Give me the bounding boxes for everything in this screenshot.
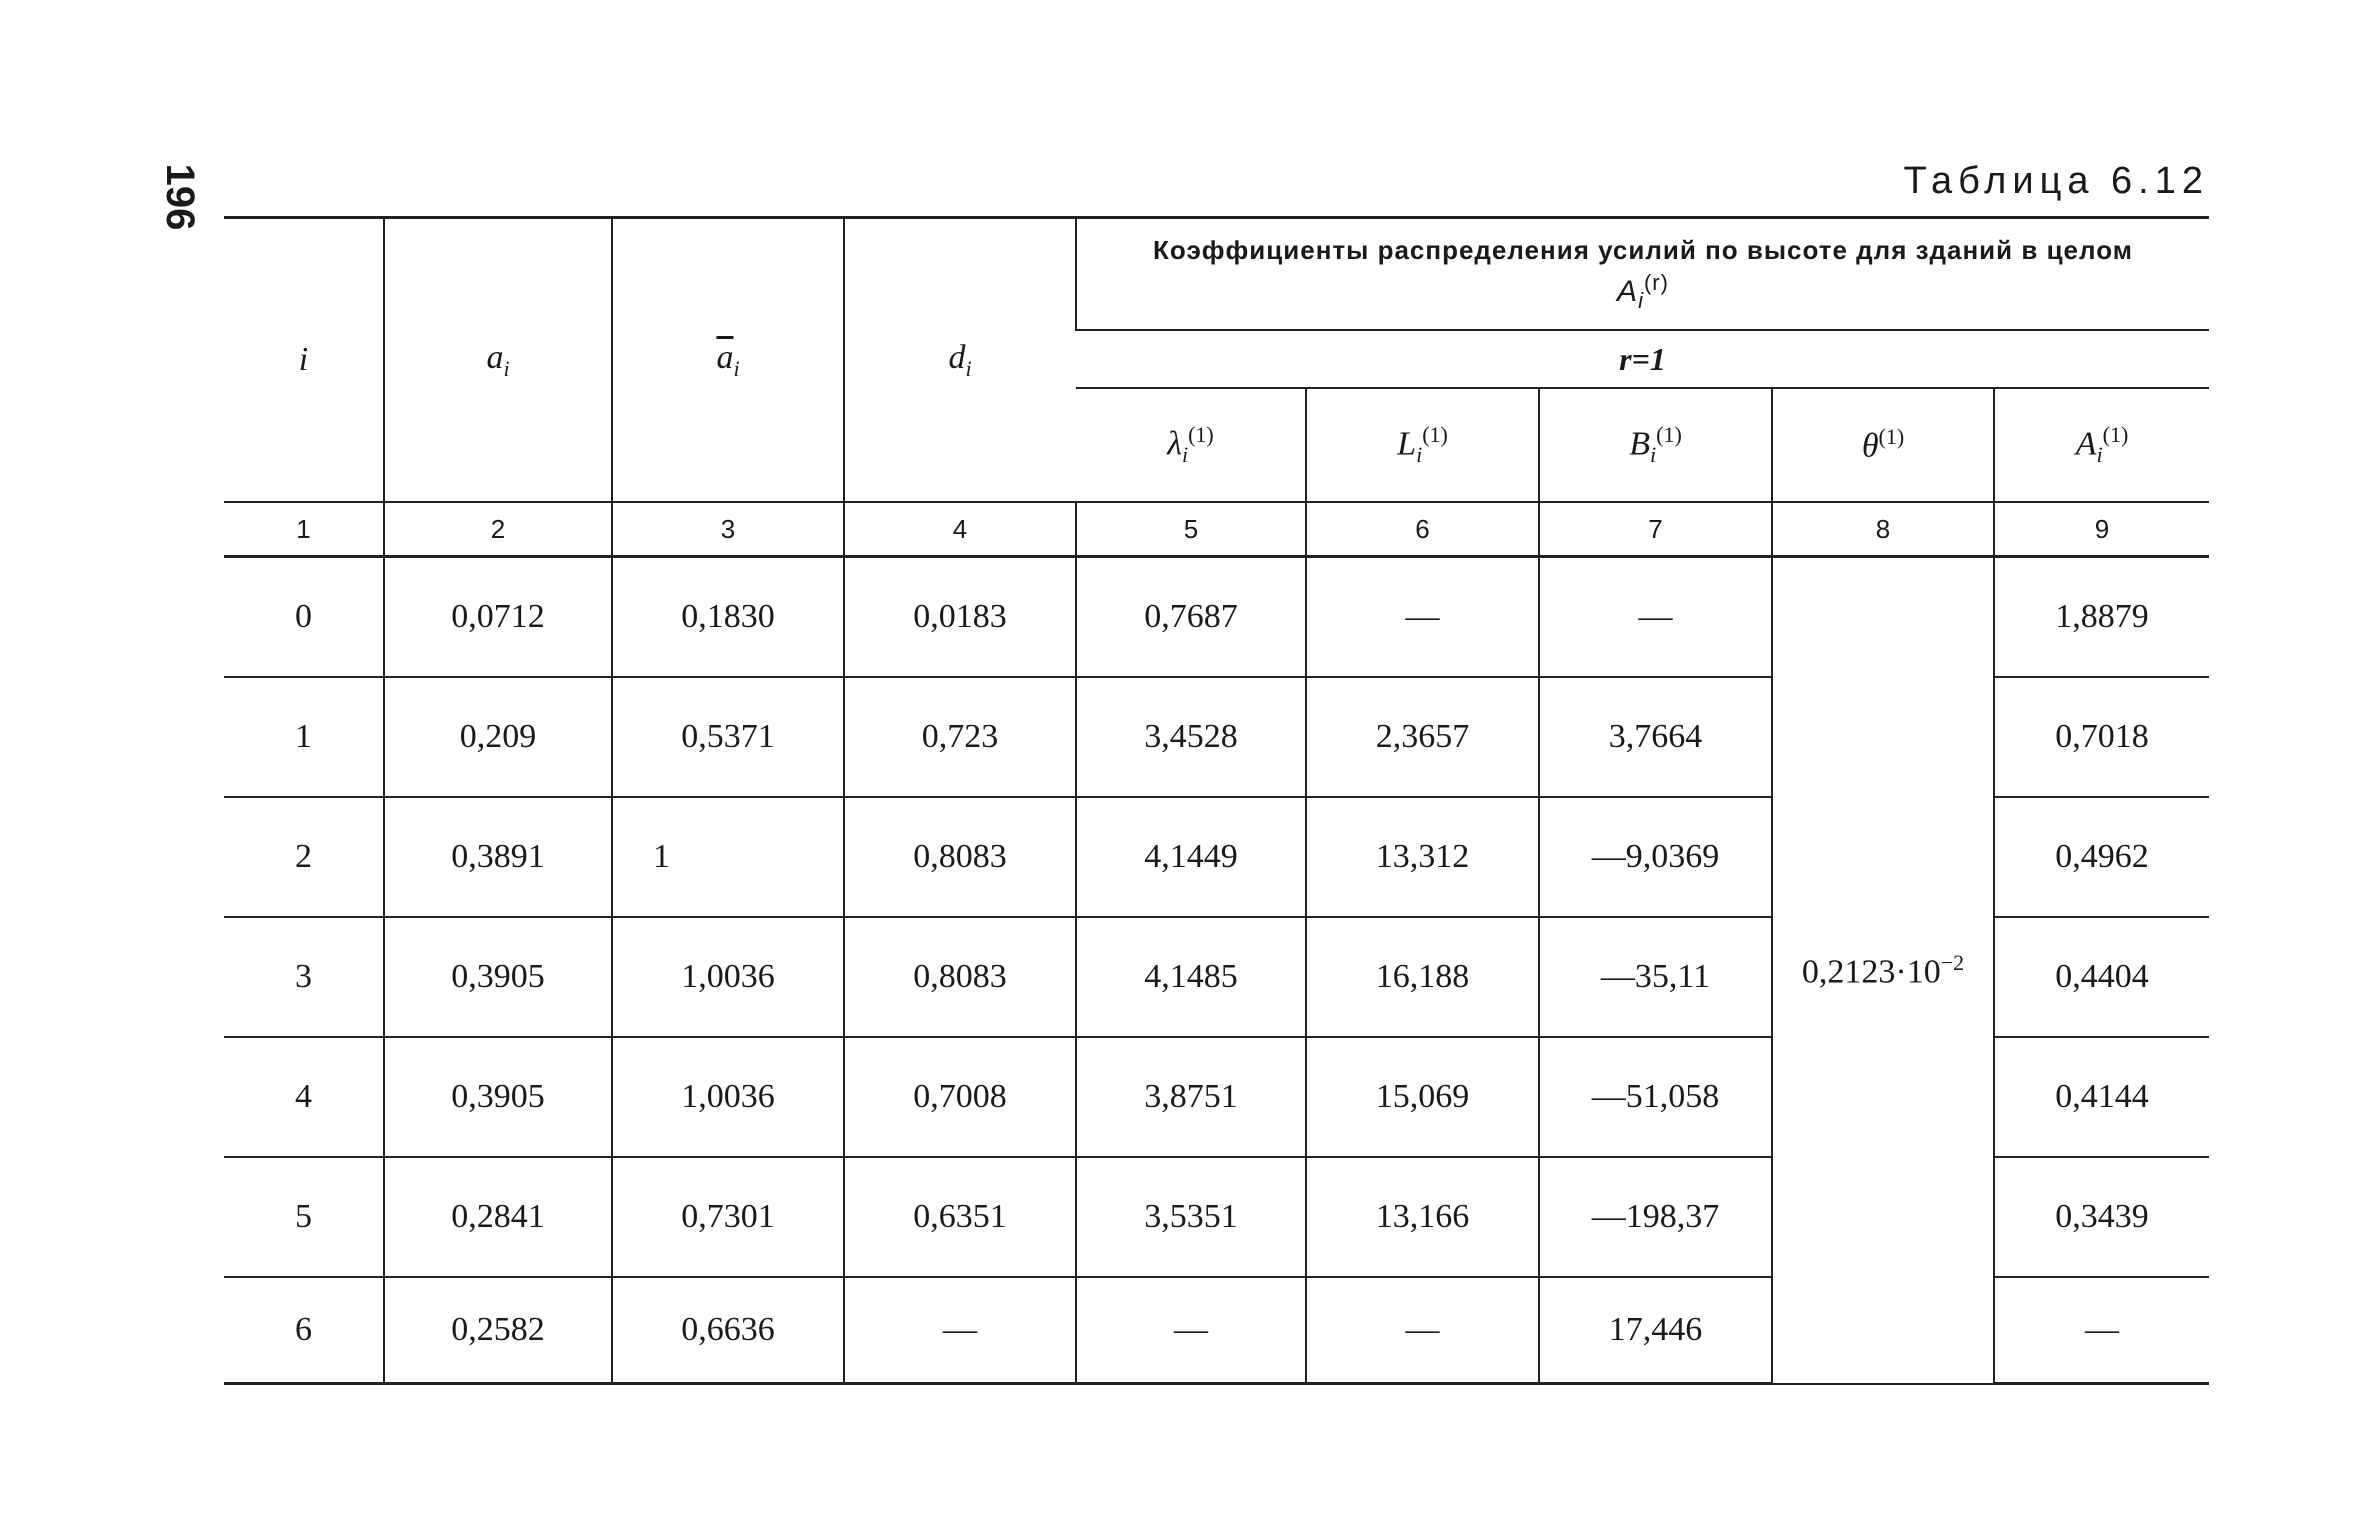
cell-L: 13,166 bbox=[1306, 1157, 1539, 1277]
cell-d: 0,8083 bbox=[844, 797, 1076, 917]
header-group-symbol: $A_i^{(r)}$ bbox=[1617, 269, 1669, 313]
cell-lambda: 0,7687 bbox=[1076, 557, 1306, 678]
cell-A: 0,4962 bbox=[1994, 797, 2209, 917]
column-number: 2 bbox=[384, 502, 612, 557]
cell-a-bar: 1 bbox=[612, 797, 844, 917]
column-number: 8 bbox=[1772, 502, 1994, 557]
column-number: 3 bbox=[612, 502, 844, 557]
cell-d: — bbox=[844, 1277, 1076, 1384]
cell-i: 2 bbox=[224, 797, 384, 917]
header-A: $A_i^{(1)}$ bbox=[1994, 388, 2209, 502]
cell-B: —198,37 bbox=[1539, 1157, 1772, 1277]
cell-d: 0,0183 bbox=[844, 557, 1076, 678]
cell-i: 5 bbox=[224, 1157, 384, 1277]
cell-B: —35,11 bbox=[1539, 917, 1772, 1037]
table-row bbox=[224, 557, 2209, 678]
cell-d: 0,7008 bbox=[844, 1037, 1076, 1157]
cell-A: 0,3439 bbox=[1994, 1157, 2209, 1277]
cell-a-bar: 0,1830 bbox=[612, 557, 844, 678]
header-B: $B_i^{(1)}$ bbox=[1539, 388, 1772, 502]
cell-B: 3,7664 bbox=[1539, 677, 1772, 797]
cell-lambda: 4,1485 bbox=[1076, 917, 1306, 1037]
column-number: 4 bbox=[844, 502, 1076, 557]
cell-B: — bbox=[1539, 557, 1772, 678]
header-r-label: r=1 bbox=[1076, 330, 2209, 388]
cell-i: 3 bbox=[224, 917, 384, 1037]
cell-lambda: 4,1449 bbox=[1076, 797, 1306, 917]
cell-A: — bbox=[1994, 1277, 2209, 1384]
cell-a-bar: 0,6636 bbox=[612, 1277, 844, 1384]
cell-A: 0,7018 bbox=[1994, 677, 2209, 797]
cell-lambda: 3,4528 bbox=[1076, 677, 1306, 797]
cell-L: 2,3657 bbox=[1306, 677, 1539, 797]
column-number: 1 bbox=[224, 502, 384, 557]
cell-d: 0,8083 bbox=[844, 917, 1076, 1037]
cell-A: 0,4144 bbox=[1994, 1037, 2209, 1157]
header-a: $a_i$ bbox=[384, 218, 612, 503]
cell-a-bar: 1,0036 bbox=[612, 1037, 844, 1157]
cell-A: 0,4404 bbox=[1994, 917, 2209, 1037]
header-L: $L_i^{(1)}$ bbox=[1306, 388, 1539, 502]
table-label: Таблица 6.12 bbox=[1903, 160, 2209, 202]
column-number: 6 bbox=[1306, 502, 1539, 557]
cell-lambda: — bbox=[1076, 1277, 1306, 1384]
cell-a: 0,3905 bbox=[384, 917, 612, 1037]
cell-L: 13,312 bbox=[1306, 797, 1539, 917]
cell-a-bar: 0,7301 bbox=[612, 1157, 844, 1277]
cell-i: 0 bbox=[224, 557, 384, 678]
column-number: 7 bbox=[1539, 502, 1772, 557]
header-i: i bbox=[224, 218, 384, 503]
cell-B: —9,0369 bbox=[1539, 797, 1772, 917]
cell-B: 17,446 bbox=[1539, 1277, 1772, 1384]
cell-a: 0,2582 bbox=[384, 1277, 612, 1384]
cell-L: 16,188 bbox=[1306, 917, 1539, 1037]
cell-L: — bbox=[1306, 557, 1539, 678]
data-table bbox=[224, 216, 2209, 1385]
cell-theta: $0,2123\cdot 10^{-2}$ bbox=[1772, 557, 1994, 1384]
cell-a-bar: 0,5371 bbox=[612, 677, 844, 797]
cell-i: 1 bbox=[224, 677, 384, 797]
header-d: $d_i$ bbox=[844, 218, 1076, 503]
cell-lambda: 3,5351 bbox=[1076, 1157, 1306, 1277]
cell-a-bar: 1,0036 bbox=[612, 917, 844, 1037]
column-number-row bbox=[224, 502, 2209, 557]
cell-a: 0,0712 bbox=[384, 557, 612, 678]
header-theta: $\theta^{(1)}$ bbox=[1772, 388, 1994, 502]
cell-a: 0,3891 bbox=[384, 797, 612, 917]
column-number: 5 bbox=[1076, 502, 1306, 557]
cell-L: — bbox=[1306, 1277, 1539, 1384]
header-group-title: Коэффициенты распределения усилий по высоте для зданий в целом $A_i^{(r)}$ bbox=[1076, 218, 2209, 331]
cell-A: 1,8879 bbox=[1994, 557, 2209, 678]
cell-i: 6 bbox=[224, 1277, 384, 1384]
data-table-container bbox=[224, 216, 2209, 1385]
cell-a: 0,3905 bbox=[384, 1037, 612, 1157]
header-lambda: $\lambda_i^{(1)}$ bbox=[1167, 421, 1214, 468]
cell-B: —51,058 bbox=[1539, 1037, 1772, 1157]
cell-lambda: 3,8751 bbox=[1076, 1037, 1306, 1157]
cell-i: 4 bbox=[224, 1037, 384, 1157]
cell-a: 0,2841 bbox=[384, 1157, 612, 1277]
cell-L: 15,069 bbox=[1306, 1037, 1539, 1157]
cell-a: 0,209 bbox=[384, 677, 612, 797]
header-a-bar: $\overline{a}_i$ bbox=[612, 218, 844, 503]
page-number: 196 bbox=[158, 163, 202, 231]
cell-d: 0,723 bbox=[844, 677, 1076, 797]
cell-d: 0,6351 bbox=[844, 1157, 1076, 1277]
column-number: 9 bbox=[1994, 502, 2209, 557]
